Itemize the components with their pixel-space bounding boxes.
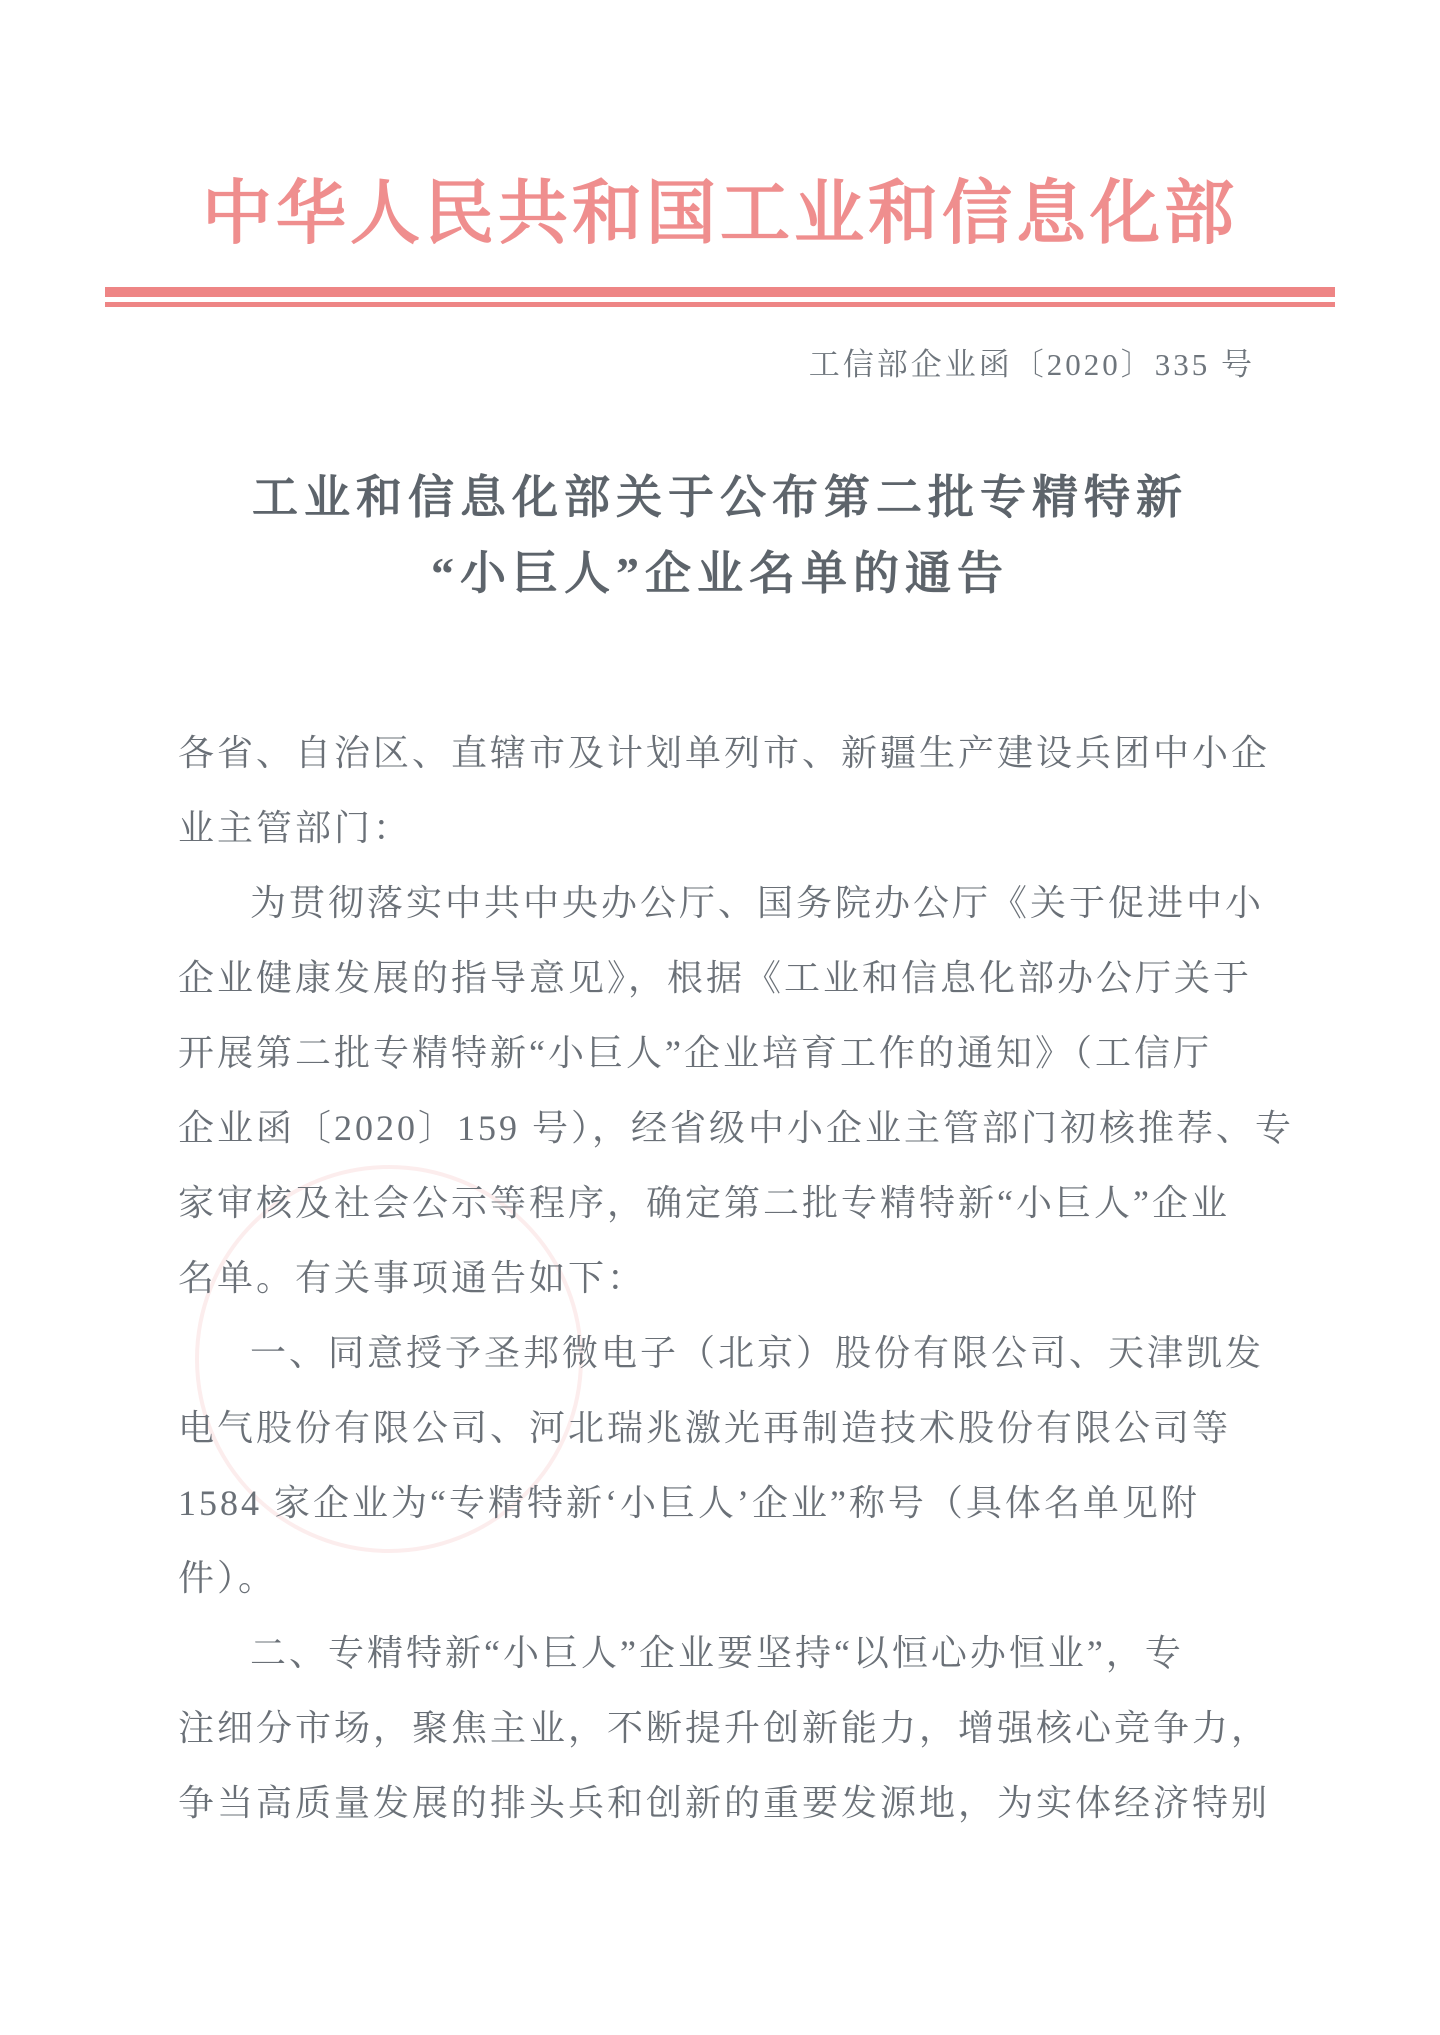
text-line: 争当高质量发展的排头兵和创新的重要发源地，为实体经济特别 (178, 1783, 1271, 1823)
text-line: 一、同意授予圣邦微电子（北京）股份有限公司、天津凯发 (250, 1333, 1265, 1373)
paragraph-2 (178, 1316, 1265, 1616)
document-content (105, 0, 1335, 1841)
title-line-1: 工业和信息化部关于公布第二批专精特新 (252, 472, 1188, 523)
document-body (105, 716, 1335, 1841)
letterhead-rule-thin (105, 302, 1335, 307)
text-line: 企业函〔2020〕159 号），经省级中小企业主管部门初核推荐、专 (178, 1108, 1295, 1148)
paragraph-1 (178, 866, 1295, 1316)
text-line: 各省、自治区、直辖市及计划单列市、新疆生产建设兵团中小企 (178, 733, 1271, 773)
paragraph-3 (178, 1616, 1271, 1841)
letterhead-rule-thick (105, 287, 1335, 297)
text-line: 注细分市场，聚焦主业，不断提升创新能力，增强核心竞争力， (178, 1708, 1271, 1748)
text-line: 家审核及社会公示等程序，确定第二批专精特新“小巨人”企业 (178, 1183, 1230, 1223)
text-line: 开展第二批专精特新“小巨人”企业培育工作的通知》（工信厅 (178, 1033, 1212, 1073)
salutation (178, 716, 1271, 866)
text-line: 名单。有关事项通告如下： (178, 1258, 647, 1298)
text-line: 件）。 (178, 1558, 278, 1598)
title-line-2: “小巨人”企业名单的通告 (431, 548, 1009, 599)
text-line: 电气股份有限公司、河北瑞兆激光再制造技术股份有限公司等 (178, 1408, 1232, 1448)
document-title (105, 460, 1335, 612)
document-number: 工信部企业函〔2020〕335 号 (808, 347, 1255, 382)
text-line: 企业健康发展的指导意见》，根据《工业和信息化部办公厅关于 (178, 958, 1253, 998)
text-line: 业主管部门： (178, 808, 413, 848)
text-line: 1584 家企业为“专精特新‘小巨人’企业”称号（具体名单见附 (178, 1483, 1200, 1523)
text-line: 为贯彻落实中共中央办公厅、国务院办公厅《关于促进中小 (250, 883, 1265, 923)
text-line: 二、专精特新“小巨人”企业要坚持“以恒心办恒业”，专 (250, 1633, 1184, 1673)
ministry-letterhead: 中华人民共和国工业和信息化部 (202, 176, 1238, 253)
